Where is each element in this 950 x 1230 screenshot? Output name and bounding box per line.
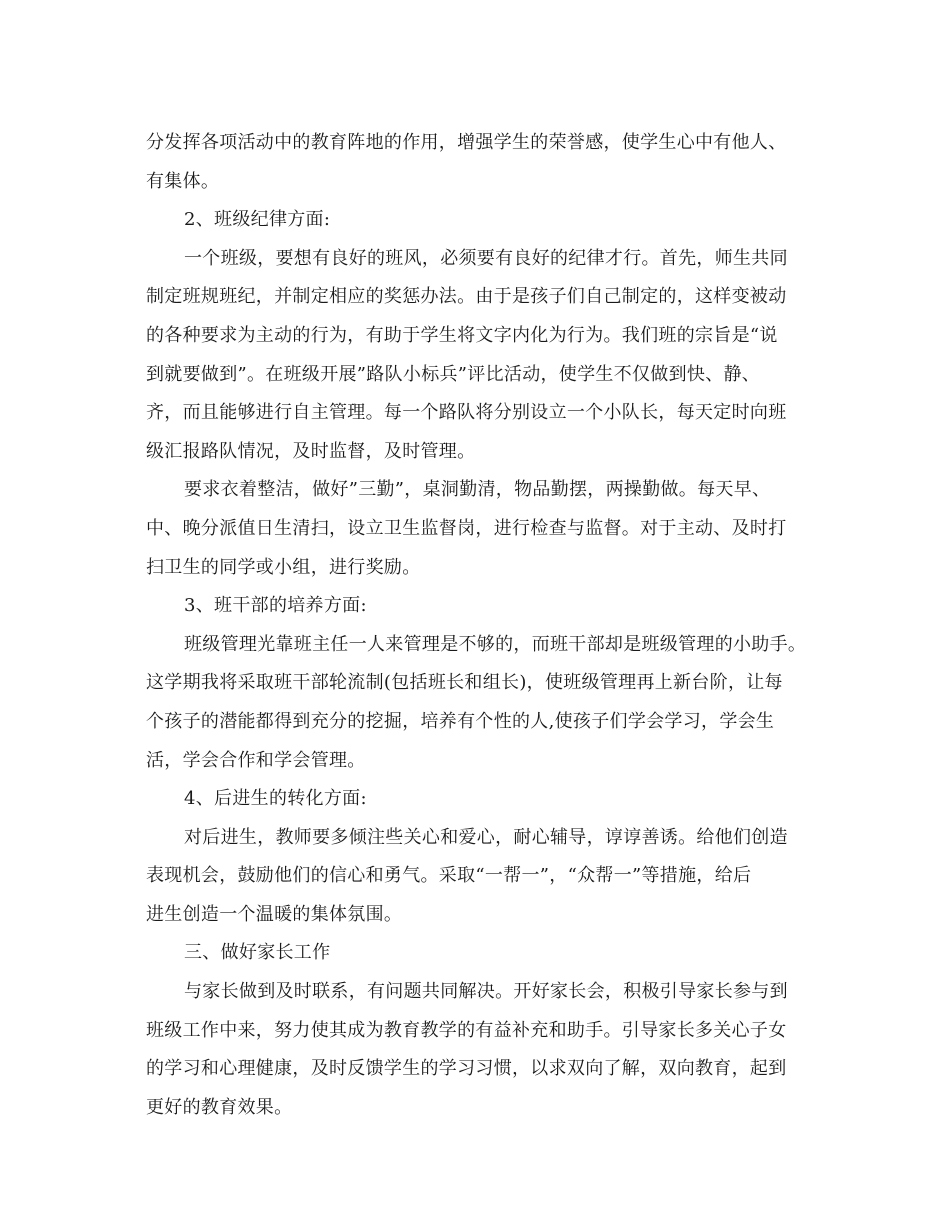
text-line: 齐，而且能够进行自主管理。每一个路队将分别设立一个小队长，每天定时向班 (146, 402, 787, 424)
document-body (146, 124, 814, 1127)
text-line: 中、晚分派值日生清扫，设立卫生监督岗，进行检查与监督。对于主动、及时打 (146, 517, 787, 539)
text-line: 进生创造一个温暖的集体氛围。 (146, 903, 403, 925)
text-line: 要求衣着整洁，做好”三勤”，桌洞勤清，物品勤摆，两操勤做。每天早、 (184, 479, 771, 501)
text-line: 这学期我将采取班干部轮流制(包括班长和组长)，使班级管理再上新台阶，让每 (146, 672, 783, 694)
section-heading: 三、做好家长工作 (184, 942, 331, 964)
text-line: 班级管理光靠班主任一人来管理是不够的，而班干部却是班级管理的小助手。 (184, 633, 807, 655)
text-line: 扫卫生的同学或小组，进行奖励。 (146, 556, 421, 578)
text-line: 分发挥各项活动中的教育阵地的作用，增强学生的荣誉感，使学生心中有他人、 (146, 132, 787, 153)
text-line: 与家长做到及时联系，有问题共同解决。开好家长会，积极引导家长参与到 (184, 981, 788, 1003)
text-line: 活，学会合作和学会管理。 (146, 749, 366, 771)
text-line: 到就要做到”。在班级开展”路队小标兵”评比活动，使学生不仅做到快、静、 (146, 363, 761, 385)
text-line: 的各种要求为主动的行为，有助于学生将文字内化为行为。我们班的宗旨是“说 (146, 324, 778, 346)
text-line: 有集体。 (146, 170, 220, 192)
text-line: 对后进生，教师要多倾注些关心和爱心，耐心辅导，谆谆善诱。给他们创造 (184, 826, 788, 848)
section-heading: 3、班干部的培养方面: (184, 595, 367, 617)
text-line: 表现机会，鼓励他们的信心和勇气。采取“一帮一”，“众帮一”等措施，给后 (146, 865, 752, 887)
text-line: 一个班级，要想有良好的班风，必须要有良好的纪律才行。首先，师生共同 (184, 247, 788, 269)
text-line: 个孩子的潜能都得到充分的挖掘，培养有个性的人,使孩子们学会学习，学会生 (146, 710, 775, 732)
text-line: 班级工作中来，努力使其成为教育教学的有益补充和助手。引导家长多关心子女 (146, 1019, 787, 1041)
section-heading: 2、班级纪律方面: (184, 209, 331, 231)
text-line: 的学习和心理健康，及时反馈学生的学习习惯，以求双向了解，双向教育，起到 (146, 1058, 787, 1080)
text-line: 制定班规班纪，并制定相应的奖惩办法。由于是孩子们自己制定的，这样变被动 (146, 286, 787, 308)
section-heading: 4、后进生的转化方面: (184, 788, 367, 810)
text-line: 更好的教育效果。 (146, 1096, 293, 1118)
text-line: 级汇报路队情况，及时监督，及时管理。 (146, 440, 476, 462)
